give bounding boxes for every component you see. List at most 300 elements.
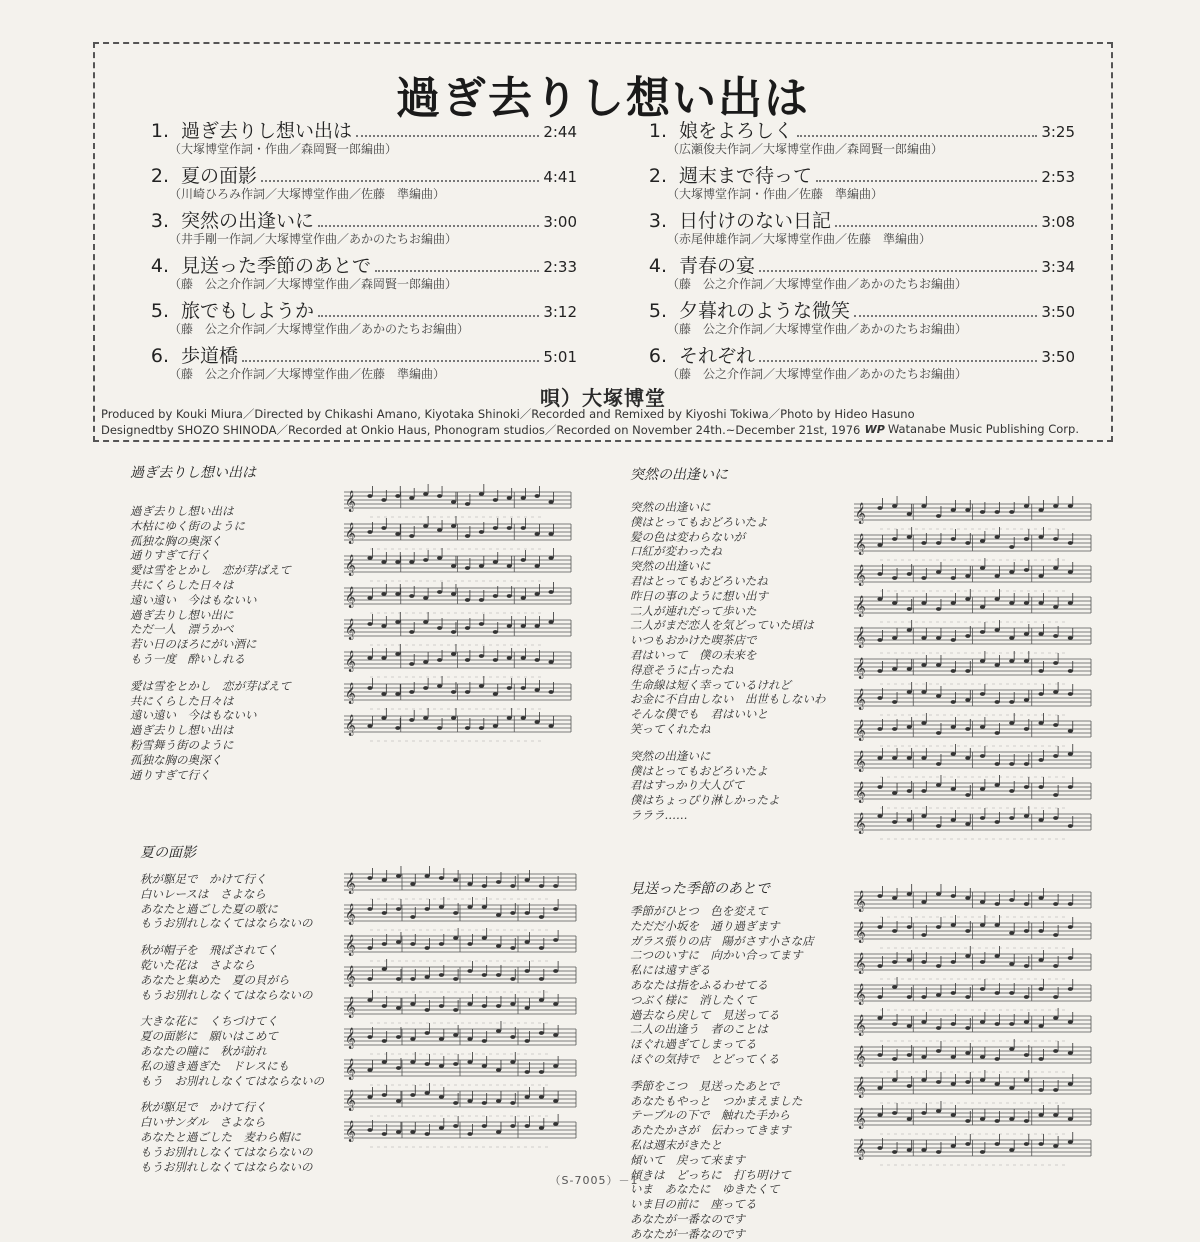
- lyric-line: 大きな花に くちづけてく: [140, 1014, 278, 1029]
- note-head: [510, 1101, 515, 1105]
- note-head: [936, 570, 941, 574]
- note-head: [877, 506, 882, 510]
- track-duration: 2:53: [1041, 168, 1075, 186]
- note-head: [396, 1035, 401, 1039]
- note-head: [496, 1130, 501, 1134]
- note-head: [493, 498, 498, 502]
- lyric-line: 口紅が変わったね: [630, 544, 722, 559]
- note-head: [892, 791, 897, 795]
- lyric-line: 木枯にゆく街のように: [130, 518, 245, 533]
- song-lyrics: [140, 842, 324, 1174]
- note-head: [1038, 1113, 1043, 1117]
- note-head: [525, 1070, 530, 1074]
- note-head: [1038, 896, 1043, 900]
- note-head: [1009, 1086, 1014, 1090]
- note-head: [907, 892, 912, 896]
- note-head: [936, 964, 941, 968]
- note-head: [439, 942, 444, 946]
- dot-leader: [759, 270, 1037, 272]
- note-head: [381, 592, 386, 596]
- note-head: [1068, 636, 1073, 640]
- note-head: [521, 558, 526, 562]
- note-head: [453, 1033, 458, 1037]
- note-head: [396, 940, 401, 944]
- note-head: [951, 752, 956, 756]
- note-head: [409, 496, 414, 500]
- lyric-line: 秋が駆足で かけて行く: [140, 872, 267, 886]
- side-b-tracklist: [635, 116, 1075, 386]
- note-head: [496, 913, 501, 917]
- dot-leader: [835, 225, 1037, 227]
- note-head: [467, 1002, 472, 1006]
- treble-clef-icon: 𝄞: [855, 658, 866, 679]
- note-head: [980, 923, 985, 927]
- note-head: [892, 756, 897, 760]
- lyric-line: 君はすっかり大人びて: [630, 778, 745, 793]
- note-head: [907, 756, 912, 760]
- song-heading: 夏の面影: [140, 845, 196, 861]
- note-head: [980, 1150, 985, 1154]
- note-head: [1053, 634, 1058, 638]
- note-head: [548, 690, 553, 694]
- track-number: 6.: [150, 345, 169, 367]
- note-head: [521, 496, 526, 500]
- note-head: [395, 560, 400, 564]
- note-head: [1068, 925, 1073, 929]
- track-title: 娘をよろしく: [679, 120, 794, 142]
- note-head: [535, 494, 540, 498]
- note-head: [410, 1060, 415, 1064]
- note-head: [381, 526, 386, 530]
- note-head: [548, 660, 553, 664]
- track-credits: （藤 公之介作詞／大塚博堂作曲／佐藤 準編曲）: [169, 367, 446, 381]
- lyric-line: もうお別れしなくてはならないの: [140, 1144, 313, 1159]
- note-head: [951, 725, 956, 729]
- note-head: [1068, 1140, 1073, 1144]
- note-head: [921, 721, 926, 725]
- note-head: [510, 884, 515, 888]
- note-head: [1009, 636, 1014, 640]
- sheet-music: [340, 860, 580, 1150]
- lyric-line: 孤独な胸の奥深く: [130, 752, 222, 767]
- note-head: [892, 601, 897, 605]
- note-head: [921, 601, 926, 605]
- note-head: [425, 1091, 430, 1095]
- track-duration: 2:33: [543, 258, 577, 276]
- note-head: [921, 900, 926, 904]
- note-head: [951, 1082, 956, 1086]
- lyric-line: 孤独な胸の奥深く: [130, 533, 222, 548]
- note-head: [510, 946, 515, 950]
- note-head: [907, 1148, 912, 1152]
- dot-leader: [797, 135, 1037, 137]
- lyric-line: ほぐの気持で とどってくる: [630, 1051, 780, 1066]
- note-head: [410, 1037, 415, 1041]
- track-title: 日付けのない日記: [679, 210, 832, 232]
- note-head: [951, 537, 956, 541]
- track-item: [635, 206, 1075, 251]
- lyric-line: 共にくらした日々は: [130, 577, 234, 592]
- note-head: [877, 995, 882, 999]
- song-lyrics: [630, 464, 826, 823]
- note-head: [921, 960, 926, 964]
- note-head: [1053, 537, 1058, 541]
- note-head: [965, 822, 970, 826]
- track-title: 週末まで待って: [679, 165, 813, 187]
- note-head: [548, 724, 553, 728]
- note-head: [951, 508, 956, 512]
- track-duration: 3:25: [1041, 123, 1075, 141]
- note-head: [1038, 958, 1043, 962]
- stanza-gap: [130, 667, 291, 679]
- note-head: [423, 686, 428, 690]
- note-head: [465, 690, 470, 694]
- note-head: [1024, 568, 1029, 572]
- note-head: [1024, 727, 1029, 731]
- note-head: [382, 1039, 387, 1043]
- treble-clef-icon: 𝄞: [345, 683, 356, 704]
- note-head: [467, 942, 472, 946]
- note-head: [877, 1016, 882, 1020]
- track-credits: （藤 公之介作詞／大塚博堂作曲／あかのたちお編曲）: [667, 367, 968, 381]
- lyric-line: 白いサンダル さよなら: [140, 1115, 266, 1130]
- note-head: [409, 718, 414, 722]
- treble-clef-icon: 𝄞: [345, 587, 356, 608]
- lyric-line: 通りすぎて行く: [130, 548, 211, 563]
- note-head: [921, 1020, 926, 1024]
- note-head: [892, 700, 897, 704]
- note-head: [936, 993, 941, 997]
- note-head: [892, 985, 897, 989]
- note-head: [367, 946, 372, 950]
- note-head: [1038, 508, 1043, 512]
- lyric-line: あなたと過ごした 麦わら帽に: [140, 1129, 301, 1144]
- track-number: 1.: [648, 120, 667, 142]
- lyric-line: 突然の出逢いに: [630, 500, 711, 514]
- note-head: [521, 716, 526, 720]
- note-head: [1024, 785, 1029, 789]
- track-title: 青春の宴: [679, 255, 756, 277]
- note-head: [892, 727, 897, 731]
- note-head: [482, 973, 487, 977]
- note-head: [1068, 902, 1073, 906]
- note-head: [965, 756, 970, 760]
- stanza-gap: [140, 1002, 324, 1014]
- note-head: [451, 564, 456, 568]
- lyric-line: 笑ってくれたね: [630, 721, 711, 736]
- note-head: [907, 818, 912, 822]
- note-head: [367, 686, 372, 690]
- track-number: 5.: [648, 300, 667, 322]
- treble-clef-icon: 𝄞: [855, 1108, 866, 1129]
- note-head: [482, 1124, 487, 1128]
- note-head: [439, 1095, 444, 1099]
- note-head: [548, 532, 553, 536]
- note-head: [482, 905, 487, 909]
- note-head: [395, 592, 400, 596]
- song-heading: 見送った季節のあとで: [630, 881, 770, 897]
- note-head: [995, 510, 1000, 514]
- note-head: [395, 532, 400, 536]
- note-head: [453, 1101, 458, 1105]
- note-head: [921, 504, 926, 508]
- note-head: [1038, 1057, 1043, 1061]
- song-lyrics: [130, 462, 291, 782]
- note-head: [936, 731, 941, 735]
- note-head: [465, 598, 470, 602]
- note-head: [980, 754, 985, 758]
- note-head: [539, 1031, 544, 1035]
- note-head: [382, 911, 387, 915]
- note-head: [437, 726, 442, 730]
- note-head: [980, 987, 985, 991]
- note-head: [907, 535, 912, 539]
- note-head: [1053, 661, 1058, 665]
- note-head: [1024, 632, 1029, 636]
- note-head: [980, 1078, 985, 1082]
- note-head: [507, 496, 512, 500]
- note-head: [439, 876, 444, 880]
- treble-clef-icon: 𝄞: [855, 922, 866, 943]
- note-head: [980, 900, 985, 904]
- note-head: [980, 510, 985, 514]
- note-head: [410, 977, 415, 981]
- note-head: [951, 638, 956, 642]
- track-number: 5.: [150, 300, 169, 322]
- treble-clef-icon: 𝄞: [855, 534, 866, 555]
- note-head: [425, 874, 430, 878]
- note-head: [1068, 752, 1073, 756]
- note-head: [965, 954, 970, 958]
- note-head: [510, 977, 515, 981]
- lyric-line: 夏の面影に 願いはこめて: [140, 1029, 278, 1044]
- treble-clef-icon: 𝄞: [345, 555, 356, 576]
- note-head: [1038, 818, 1043, 822]
- treble-clef-icon: 𝄞: [345, 873, 356, 894]
- note-head: [423, 716, 428, 720]
- lyric-line: あなたが一番なのです: [630, 1211, 745, 1226]
- note-head: [507, 656, 512, 660]
- treble-clef-icon: 𝄞: [345, 1121, 356, 1142]
- note-head: [382, 942, 387, 946]
- note-head: [951, 669, 956, 673]
- note-head: [936, 541, 941, 545]
- lyric-line: 遠い遠い 今はもないい: [130, 708, 257, 723]
- note-head: [507, 624, 512, 628]
- note-head: [980, 539, 985, 543]
- lyric-block: [630, 500, 826, 823]
- note-head: [535, 688, 540, 692]
- note-head: [493, 594, 498, 598]
- lyric-line: 白いレースは さよなら: [140, 886, 266, 901]
- note-head: [1024, 902, 1029, 906]
- note-head: [1024, 504, 1029, 508]
- note-head: [395, 726, 400, 730]
- note-head: [382, 878, 387, 882]
- dot-leader: [375, 270, 539, 272]
- note-head: [951, 1113, 956, 1117]
- note-head: [1024, 1119, 1029, 1123]
- note-head: [410, 1093, 415, 1097]
- note-head: [1068, 1082, 1073, 1086]
- note-head: [995, 535, 1000, 539]
- note-head: [423, 492, 428, 496]
- note-head: [980, 566, 985, 570]
- track-credits: （赤尾伸雄作詞／大塚博堂作曲／佐藤 準編曲）: [667, 232, 932, 246]
- note-head: [410, 915, 415, 919]
- note-head: [437, 658, 442, 662]
- lyric-line: ほぐれ過ぎてしまってる: [630, 1037, 757, 1052]
- note-head: [453, 911, 458, 915]
- note-head: [367, 556, 372, 560]
- note-head: [493, 724, 498, 728]
- note-head: [553, 1064, 558, 1068]
- note-head: [1009, 1148, 1014, 1152]
- note-head: [535, 532, 540, 536]
- lyric-line: ただだ小坂を 通り過ぎます: [630, 918, 780, 933]
- note-head: [367, 1095, 372, 1099]
- note-head: [410, 1130, 415, 1134]
- note-head: [936, 892, 941, 896]
- note-head: [493, 560, 498, 564]
- note-head: [1009, 510, 1014, 514]
- note-head: [465, 566, 470, 570]
- lyric-line: 若い日のほろにがい酒に: [130, 637, 257, 652]
- note-head: [936, 1150, 941, 1154]
- note-head: [1024, 762, 1029, 766]
- lyric-line: 僕はちょっぴり淋しかったよ: [630, 793, 780, 808]
- note-head: [995, 663, 1000, 667]
- note-head: [1024, 601, 1029, 605]
- note-head: [995, 731, 1000, 735]
- note-head: [877, 669, 882, 673]
- note-head: [479, 598, 484, 602]
- note-head: [965, 995, 970, 999]
- lyric-line: 遠い遠い 今はもないい: [130, 592, 257, 607]
- note-head: [965, 698, 970, 702]
- note-head: [507, 686, 512, 690]
- note-head: [980, 1117, 985, 1121]
- note-head: [892, 820, 897, 824]
- note-head: [1024, 537, 1029, 541]
- note-head: [382, 1132, 387, 1136]
- note-head: [423, 596, 428, 600]
- note-head: [1053, 504, 1058, 508]
- note-head: [892, 537, 897, 541]
- lyric-line: 昨日の事のように想い出す: [630, 588, 768, 603]
- note-head: [409, 690, 414, 694]
- note-head: [482, 1101, 487, 1105]
- note-head: [965, 634, 970, 638]
- note-head: [921, 541, 926, 545]
- treble-clef-icon: 𝄞: [345, 997, 356, 1018]
- lyric-line: いつもおかけた喫茶店で: [630, 633, 757, 648]
- lyric-line: 愛は雪をとかし 恋が芽ばえて: [130, 678, 291, 693]
- note-head: [1053, 1016, 1058, 1020]
- note-head: [496, 973, 501, 977]
- note-head: [535, 658, 540, 662]
- treble-clef-icon: 𝄞: [855, 596, 866, 617]
- note-head: [423, 524, 428, 528]
- track-duration: 3:12: [543, 303, 577, 321]
- note-head: [907, 1117, 912, 1121]
- note-head: [410, 942, 415, 946]
- note-head: [921, 814, 926, 818]
- note-head: [877, 814, 882, 818]
- note-head: [367, 907, 372, 911]
- music-staff-icon: [340, 478, 575, 748]
- track-title: 突然の出逢いに: [181, 210, 315, 232]
- note-head: [439, 973, 444, 977]
- note-head: [951, 787, 956, 791]
- note-head: [877, 1146, 882, 1150]
- note-head: [921, 663, 926, 667]
- note-head: [1038, 669, 1043, 673]
- note-head: [1009, 962, 1014, 966]
- note-head: [367, 494, 372, 498]
- note-head: [521, 624, 526, 628]
- note-head: [1068, 987, 1073, 991]
- note-head: [396, 1130, 401, 1134]
- note-head: [553, 1122, 558, 1126]
- note-head: [892, 636, 897, 640]
- lyric-block: [130, 504, 291, 782]
- note-head: [425, 975, 430, 979]
- track-title: 夏の面影: [181, 165, 258, 187]
- track-item: [137, 296, 577, 341]
- lyric-line: 過ぎ去りし想い出は: [130, 504, 234, 518]
- note-head: [980, 659, 985, 663]
- note-head: [539, 915, 544, 919]
- note-head: [936, 607, 941, 611]
- track-duration: 4:41: [543, 168, 577, 186]
- note-head: [425, 907, 430, 911]
- note-head: [1009, 721, 1014, 725]
- note-head: [951, 991, 956, 995]
- note-head: [1009, 545, 1014, 549]
- lyric-line: 君はとってもおどろいたね: [630, 573, 768, 588]
- treble-clef-icon: 𝄞: [345, 1059, 356, 1080]
- note-head: [965, 1051, 970, 1055]
- lyric-line: ただ一人 漂うかべ: [130, 622, 234, 637]
- lyric-line: いま あなたに ゆきたくて: [630, 1182, 780, 1197]
- note-head: [553, 1002, 558, 1006]
- note-head: [1024, 964, 1029, 968]
- lyric-line: いま目の前に 座ってる: [630, 1197, 757, 1212]
- note-head: [892, 667, 897, 671]
- note-head: [1053, 605, 1058, 609]
- dot-leader: [318, 315, 539, 317]
- treble-clef-icon: 𝄞: [345, 651, 356, 672]
- track-title: 過ぎ去りし想い出は: [181, 120, 353, 142]
- note-head: [1009, 601, 1014, 605]
- note-head: [451, 716, 456, 720]
- lyric-line: 愛は雪をとかし 恋が芽ばえて: [130, 563, 291, 578]
- credits-box: [93, 42, 1113, 442]
- note-head: [980, 692, 985, 696]
- track-item: [635, 251, 1075, 296]
- note-head: [493, 630, 498, 634]
- note-head: [877, 1053, 882, 1057]
- note-head: [465, 502, 470, 506]
- note-head: [1038, 1142, 1043, 1146]
- note-head: [965, 541, 970, 545]
- note-head: [467, 882, 472, 886]
- lyric-line: あなたの瞳に 秋が訪れ: [140, 1043, 267, 1058]
- note-head: [921, 789, 926, 793]
- note-head: [367, 998, 372, 1002]
- note-head: [995, 1119, 1000, 1123]
